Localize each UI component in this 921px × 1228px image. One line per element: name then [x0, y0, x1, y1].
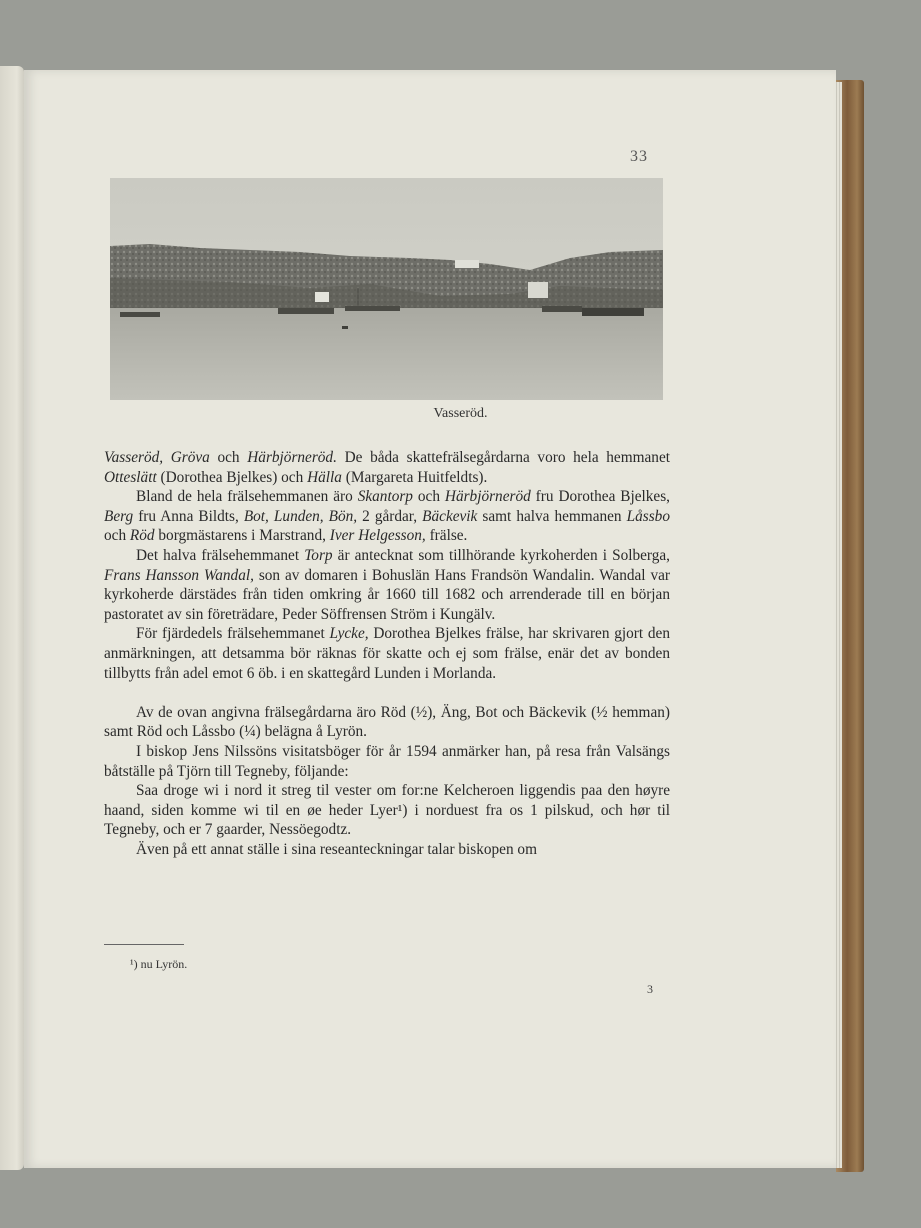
paragraph — [104, 781, 670, 840]
text-run: För fjärdedels frälsehemmanet — [136, 625, 330, 643]
text-run: 2 gårdar, — [357, 507, 423, 525]
italic-run: Skantorp — [357, 488, 413, 506]
italic-run: Härbjörneröd — [444, 488, 531, 506]
text-run: Saa droge wi i nord it streg til vester om for:ne Kelcheroen liggendis paa den høyre haand, siden komme wi til en øe heder Lyer¹) i norduest fra os 1 pilskud, och hør til Tegneby, och er 7 gaarder, Nessöegodtz. — [104, 782, 670, 839]
photo-caption: Vasseröd. — [433, 406, 488, 421]
text-run: Av de ovan angivna frälsegårdarna äro Röd (½), Äng, Bot och Bäckevik (½ hemman) samt Röd och Låssbo (¼) belägna å Lyrön. — [104, 703, 670, 741]
text-run: och — [412, 488, 445, 506]
italic-run: Berg — [104, 507, 134, 525]
text-run: fru Anna Bildts, — [133, 507, 244, 525]
italic-run: Otteslätt — [104, 468, 157, 486]
paragraph — [104, 742, 670, 781]
text-run: fru Dorothea Bjelkes, — [530, 488, 670, 506]
italic-run: Lycke, — [329, 625, 369, 643]
text-run: De båda skattefrälsegårdarna voro hela hemmanet — [336, 449, 670, 466]
left-page-edge — [0, 66, 24, 1170]
text-run: son av domaren i Bohuslän Hans Frandsön Wandalin. Wandal var kyrkoherde därstädes från tiden omkring år 1660 till 1682 och arrenderade till en början pastoratet av sin företrädare, Peder Söffrensen Ström i Kungälv. — [104, 566, 670, 623]
text-run: (Margareta Huitfeldts). — [341, 468, 488, 486]
italic-run: Iver Helgesson, — [329, 527, 426, 545]
italic-run: Vasseröd, Gröva — [104, 449, 210, 466]
paragraph — [104, 487, 670, 546]
footnote-rule — [104, 944, 184, 945]
body-text — [104, 448, 670, 859]
italic-run: Bot, Lunden, Bön, — [243, 507, 358, 525]
paragraph — [104, 624, 670, 683]
italic-run: Härbjörneröd. — [247, 449, 337, 466]
text-run: frälse. — [425, 527, 468, 545]
paragraph — [104, 840, 670, 860]
italic-run: Hälla — [307, 468, 342, 486]
footnote: ¹) nu Lyrön. — [130, 957, 188, 971]
italic-run: Bäckevik — [422, 507, 478, 525]
italic-run: Torp — [304, 546, 333, 564]
text-run: och — [209, 449, 248, 466]
paragraph — [104, 546, 670, 624]
italic-run: Låssbo — [626, 507, 670, 525]
text-run: I biskop Jens Nilssöns visitatsböger för år 1594 anmärker han, på resa från Valsängs båtställe på Tjörn till Tegneby, följande: — [104, 742, 670, 780]
text-run: Bland de hela frälsehemmanen äro — [136, 488, 358, 506]
text-run: Även på ett annat ställe i sina reseanteckningar talar biskopen om — [136, 840, 537, 858]
paragraph — [104, 448, 670, 487]
harbor-photo — [110, 178, 663, 400]
text-run: samt halva hemmanen — [477, 507, 627, 525]
harbor-photo-icon — [110, 178, 663, 400]
signature-mark: 3 — [647, 982, 653, 996]
italic-run: Röd — [129, 527, 155, 545]
page-number: 33 — [630, 148, 648, 165]
paragraph — [104, 703, 670, 742]
text-run: är antecknat som tillhörande kyrkoherden i Solberga, — [332, 546, 670, 564]
text-run: (Dorothea Bjelkes) och — [156, 468, 308, 486]
text-run: borgmästarens i Marstrand, — [154, 527, 330, 545]
text-run: Dorothea Bjelkes frälse, har skrivaren gjort den anmärkningen, att detsamma bör räknas för skatte och ej som frälse, enär det av bonden tillbytts från adel emot 6 öb. i en skattegård Lunden i Morlanda. — [104, 625, 670, 682]
text-run: och — [104, 527, 130, 545]
text-run: Det halva frälsehemmanet — [136, 546, 305, 564]
italic-run: Frans Hansson Wandal, — [104, 566, 254, 584]
